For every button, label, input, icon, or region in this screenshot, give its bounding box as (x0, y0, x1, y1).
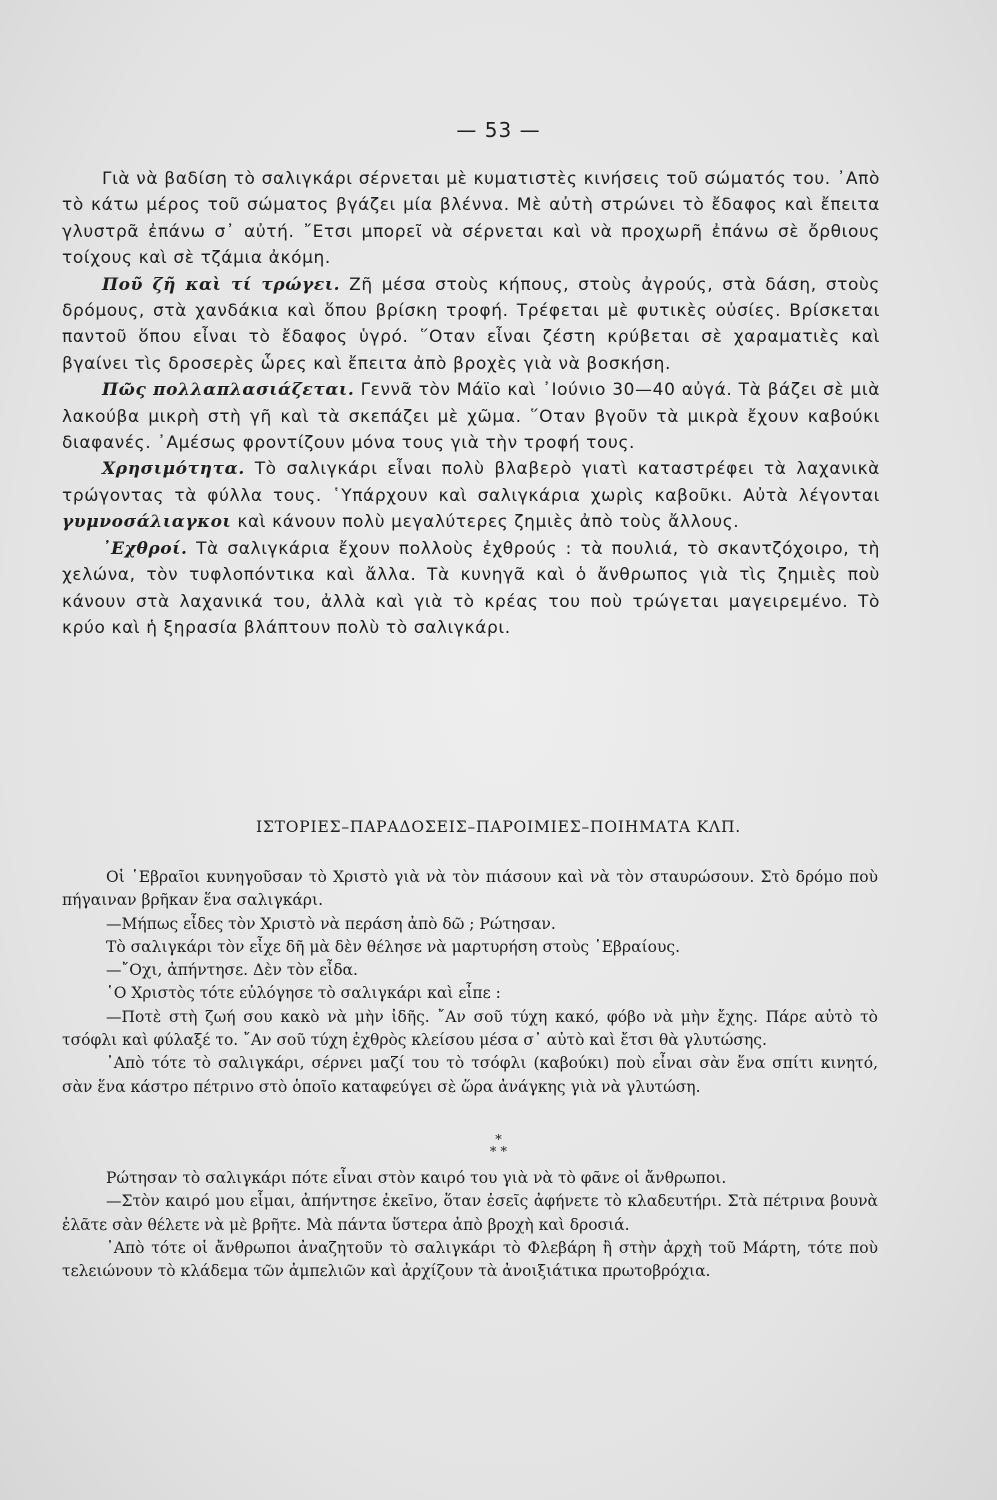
habitat-paragraph (62, 272, 880, 378)
story-snail-season (62, 1167, 878, 1283)
locomotion-paragraph: Γιὰ νὰ βαδίση τὸ σαλιγκάρι σέρνεται μὲ κυματιστὲς κινήσεις τοῦ σώματός του. ᾿Απὸ τὸ κάτω μέρος τοῦ σώματος βγάζει μία βλέννα. Μὲ αὐτὴ στρώνει τὸ ἔδαφος καὶ ἔπειτα γλυστρᾶ ἐπάνω σ᾿ αὐτή. ῎Ετσι μπορεῖ νὰ σέρνεται καὶ νὰ προχωρῆ ἐπάνω σὲ ὄρθιους τοίχους καὶ σὲ τζάμια ἀκόμη. (62, 169, 880, 269)
reproduction-text: Γεννᾶ τὸν Μάϊο καὶ ᾿Ιούνιο 30—40 αὐγά. Τὰ βάζει σὲ μιὰ λακούβα μικρὴ στὴ γῆ καὶ τὰ σκεπάζει μὲ χῶμα. ῞Οταν βγοῦν τὰ μικρὰ ἔχουν καβούκι διαφανές. ᾿Αμέσως φροντίζουν μόνα τους γιὰ τὴν τροφή τους. (62, 380, 880, 454)
usefulness-heading: Χρησιμότητα. (102, 459, 245, 480)
enemies-paragraph (62, 536, 880, 642)
story1-line: —Μήπως εἶδες τὸν Χριστὸ νὰ περάση ἀπὸ δῶ ; Ρώτησαν. (106, 914, 556, 933)
separator-star-bottom: * * (489, 1145, 508, 1160)
section-separator (0, 1135, 997, 1159)
page-number: — 53 — (456, 118, 541, 142)
reproduction-heading: Πῶς πολλαπλασιάζεται. (102, 380, 355, 401)
story1-line: —῎Οχι, ἀπήντησε. Δὲν τὸν εἶδα. (106, 961, 358, 980)
usefulness-paragraph (62, 456, 880, 535)
slug-term: γυμνοσάλιαγκοι (62, 512, 232, 533)
story1-line: ᾿Απὸ τότε τὸ σαλιγκάρι, σέρνει μαζί του τὸ τσόφλι (καβούκι) ποὺ εἶναι σὰν ἕνα σπίτι κινητό, σὰν ἕνα κάστρο πέτρινο στὸ ὁποῖο καταφεύγει σὲ ὥρα ἀνάγκης γιὰ νὰ γλυτώση. (62, 1054, 878, 1096)
natural-history-section (62, 166, 880, 641)
reproduction-paragraph (62, 377, 880, 456)
story1-line: ῾Ο Χριστὸς τότε εὐλόγησε τὸ σαλιγκάρι καὶ εἶπε : (106, 984, 501, 1003)
usefulness-text-b: καὶ κάνουν πολὺ μεγαλύτερες ζημιὲς ἀπὸ τοὺς ἄλλους. (231, 512, 740, 533)
enemies-text: Τὰ σαλιγκάρια ἔχουν πολλοὺς ἐχθρούς : τὰ πουλιά, τὸ σκαντζόχοιρο, τὴ χελώνα, τὸν τυφλοπόντικα καὶ ἄλλα. Τὰ κυνηγᾶ καὶ ὁ ἄνθρωπος γιὰ τὶς ζημιὲς ποὺ κάνουν στὰ λαχανικά του, ἀλλὰ καὶ γιὰ τὸ κρέας του ποὺ τρώγεται μαγειρεμένο. Τὸ κρύο καὶ ἡ ξηρασία βλάπτουν πολὺ τὸ σαλιγκάρι. (62, 538, 880, 638)
section-title: ΙΣΤΟΡΙΕΣ–ΠΑΡΑΔΟΣΕΙΣ–ΠΑΡΟΙΜΙΕΣ–ΠΟΙΗΜΑΤΑ ΚΛΠ. (255, 818, 742, 836)
story1-line: Οἱ ῾Εβραῖοι κυνηγοῦσαν τὸ Χριστὸ γιὰ νὰ τὸν πιάσουν καὶ νὰ τὸν σταυρώσουν. Στὸ δρόμο ποὺ πήγαιναν βρῆκαν ἕνα σαλιγκάρι. (62, 868, 878, 910)
habitat-text: Ζῆ μέσα στοὺς κήπους, στοὺς ἀγρούς, στὰ δάση, στοὺς δρόμους, στὰ χανδάκια καὶ ὅπου βρίσκη τροφή. Τρέφεται μὲ φυτικὲς οὐσίες. Βρίσκεται παντοῦ ὅπου εἶναι τὸ ἔδαφος ὑγρό. ῞Οταν εἶναι ζέστη κρύβεται σὲ χαραματιὲς καὶ βγαίνει τὶς δροσερὲς ὧρες καὶ ἔπειτα ἀπὸ βροχὲς γιὰ νὰ βοσκήση. (62, 274, 880, 374)
habitat-heading: Ποῦ ζῆ καὶ τί τρώγει. (102, 274, 341, 295)
story-christ-and-snail (62, 866, 878, 1099)
separator-star-top: * (495, 1133, 502, 1148)
story1-line: Τὸ σαλιγκάρι τὸν εἶχε δῆ μὰ δὲν θέλησε νὰ μαρτυρήση στοὺς ῾Εβραίους. (106, 937, 681, 956)
story1-line: —Ποτὲ στὴ ζωή σου κακὸ νὰ μὴν ἰδῆς. ῎Αν σοῦ τύχη κακό, φόβο νὰ μὴν ἔχης. Πάρε αὐτὸ τὸ τσόφλι καὶ φύλαξέ το. ῎Αν σοῦ τύχη ἐχθρὸς κλείσου μέσα σ᾿ αὐτὸ καὶ ἔτσι θὰ γλυτώσης. (62, 1007, 878, 1050)
story2-line: Ρώτησαν τὸ σαλιγκάρι πότε εἶναι στὸν καιρό του γιὰ νὰ τὸ φᾶνε οἱ ἄνθρωποι. (106, 1169, 727, 1187)
usefulness-text-a: Τὸ σαλιγκάρι εἶναι πολὺ βλαβερὸ γιατὶ καταστρέφει τὰ λαχανικὰ τρώγοντας τὰ φύλλα τους. ῾Υπάρχουν καὶ σαλιγκάρια χωρὶς καβοῦκι. Αὐτὰ λέγονται (62, 459, 880, 506)
story2-line: ᾿Απὸ τότε οἱ ἄνθρωποι ἀναζητοῦν τὸ σαλιγκάρι τὸ Φλεβάρη ἢ στὴν ἀρχὴ τοῦ Μάρτη, τότε ποὺ τελειώνουν τὸ κλάδεμα τῶν ἀμπελιῶν καὶ ἀρχίζουν τὰ ἀνοιξιάτικα πρωτοβρόχια. (62, 1238, 878, 1281)
enemies-heading: ᾿Εχθροί. (102, 538, 188, 559)
story2-line: —Στὸν καιρό μου εἶμαι, ἀπήντησε ἐκεῖνο, ὅταν ἐσεῖς ἀφήνετε τὸ κλαδευτήρι. Στὰ πέτρινα βουνὰ ἐλᾶτε σὰν θέλετε νὰ μὲ βρῆτε. Μὰ πάντα ὕστερα ἀπὸ βροχὴ καὶ δροσιά. (62, 1192, 878, 1234)
